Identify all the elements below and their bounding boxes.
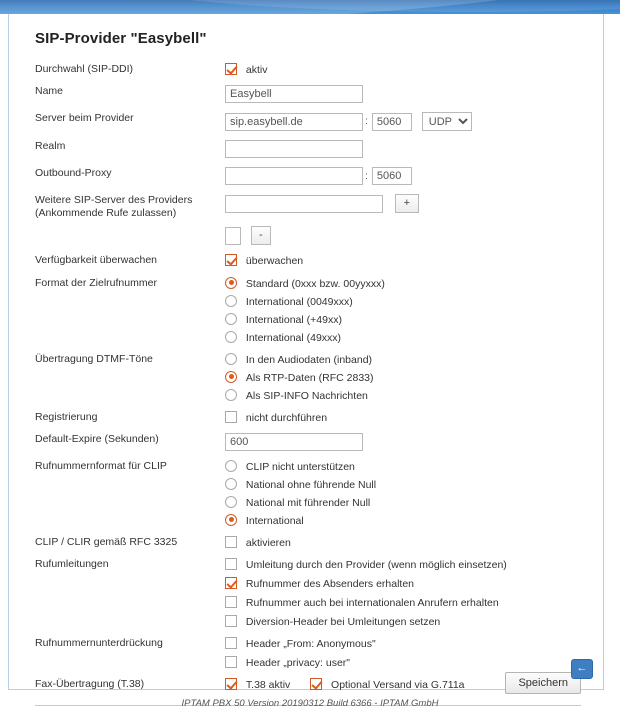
form-row-clip-clir	[35, 536, 581, 558]
radio-dtmf-0[interactable]	[225, 353, 237, 365]
form-row-clip-format	[35, 460, 581, 536]
radio-clip-format-1[interactable]	[225, 478, 237, 490]
label-fax: Fax-Übertragung (T.38)	[35, 677, 145, 690]
settings-card	[8, 14, 604, 690]
radio-target-format-1-label: International (0049xxx)	[245, 295, 353, 308]
radio-clip-format-2-row	[225, 496, 581, 514]
form-row-forwarding	[35, 558, 581, 637]
radio-target-format-1[interactable]	[225, 295, 237, 307]
checkbox-forwarding-3[interactable]	[225, 615, 237, 627]
page-title: SIP-Provider "Easybell"	[35, 30, 207, 47]
radio-dtmf-1-label: Als RTP-Daten (RFC 2833)	[245, 371, 374, 384]
radio-clip-format-0-label: CLIP nicht unterstützen	[245, 460, 355, 473]
radio-clip-format-0[interactable]	[225, 460, 237, 472]
radio-clip-format-1-label: National ohne führende Null	[245, 478, 377, 491]
radio-clip-format-3-label: International	[245, 514, 304, 527]
checkbox-forwarding-2-label: Rufnummer auch bei internationalen Anrufern erhalten	[245, 596, 499, 609]
radio-clip-format-3[interactable]	[225, 514, 237, 526]
outbound-proxy-port-input[interactable]	[372, 167, 412, 185]
checkbox-registration[interactable]	[225, 411, 237, 423]
back-button[interactable]	[571, 659, 593, 679]
label-suppression: Rufnummernunterdrückung	[35, 636, 163, 649]
label-clip-format: Rufnummernformat für CLIP	[35, 459, 167, 472]
radio-clip-format-0-row	[225, 460, 581, 478]
server-separator: :	[365, 115, 368, 128]
name-input[interactable]	[225, 85, 363, 103]
radio-target-format-2[interactable]	[225, 313, 237, 325]
label-dtmf: Übertragung DTMF-Töne	[35, 352, 153, 365]
form-row-default-expire	[35, 433, 581, 460]
checkbox-availability[interactable]	[225, 254, 237, 266]
form-row-outbound-proxy	[35, 167, 581, 194]
checkbox-fax-t38[interactable]	[225, 678, 237, 690]
form-row-name	[35, 85, 581, 112]
sip-provider-form	[35, 63, 581, 691]
radio-clip-format-1-row	[225, 478, 581, 496]
checkbox-fax-g711a-label: Optional Versand via G.711a	[331, 678, 465, 691]
label-ddi: Durchwahl (SIP-DDI)	[35, 63, 134, 75]
label-server: Server beim Provider	[35, 112, 134, 125]
radio-target-format-3[interactable]	[225, 331, 237, 343]
form-row-ddi	[35, 63, 581, 85]
more-servers-extra-input[interactable]	[225, 227, 241, 245]
form-row-registration	[35, 411, 581, 433]
radio-dtmf-1-row	[225, 371, 581, 389]
checkbox-suppression-0[interactable]	[225, 637, 237, 649]
label-forwarding: Rufumleitungen	[35, 557, 109, 570]
checkbox-forwarding-1[interactable]	[225, 577, 237, 589]
radio-target-format-2-label: International (+49xx)	[245, 313, 342, 326]
form-row-server	[35, 112, 581, 140]
checkbox-forwarding-0[interactable]	[225, 558, 237, 570]
checkbox-ddi-aktiv-label: aktiv	[245, 64, 268, 76]
checkbox-suppression-1-row	[225, 656, 581, 669]
form-row-fax	[35, 678, 581, 691]
checkbox-suppression-1[interactable]	[225, 656, 237, 668]
checkbox-suppression-0-label: Header „From: Anonymous"	[245, 637, 376, 650]
label-name: Name	[35, 85, 64, 98]
checkbox-forwarding-0-label: Umleitung durch den Provider (wenn möglich einsetzen)	[245, 558, 507, 571]
arrow-left-icon: ←	[576, 662, 588, 674]
radio-clip-format-2-label: National mit führender Null	[245, 496, 371, 509]
label-registration: Registrierung	[35, 410, 98, 423]
realm-input[interactable]	[225, 140, 363, 158]
radio-dtmf-0-label: In den Audiodaten (inband)	[245, 353, 373, 366]
form-row-availability	[35, 254, 581, 276]
remove-server-button[interactable]: -	[251, 226, 271, 245]
server-port-input[interactable]	[372, 113, 412, 131]
server-protocol-select[interactable]	[422, 112, 472, 131]
outbound-proxy-host-input[interactable]	[225, 167, 363, 185]
save-button[interactable]: Speichern	[505, 672, 581, 694]
checkbox-forwarding-1-label: Rufnummer des Absenders erhalten	[245, 577, 415, 590]
radio-target-format-0-row	[225, 277, 581, 295]
outbound-separator: :	[365, 169, 368, 182]
form-row-suppression	[35, 637, 581, 678]
more-servers-input[interactable]	[225, 195, 383, 213]
checkbox-forwarding-2-row	[225, 596, 581, 615]
checkbox-forwarding-2[interactable]	[225, 596, 237, 608]
radio-target-format-1-row	[225, 295, 581, 313]
checkbox-suppression-0-row	[225, 637, 581, 656]
footer-text: IPTAM PBX 50 Version 20190312 Build 6366 - IPTAM GmbH	[181, 698, 439, 709]
radio-dtmf-2-row	[225, 389, 581, 402]
radio-clip-format-3-row	[225, 514, 581, 527]
checkbox-fax-g711a[interactable]	[310, 678, 322, 690]
decorative-header-band	[0, 0, 620, 14]
radio-clip-format-2[interactable]	[225, 496, 237, 508]
label-more-servers	[35, 194, 225, 226]
radio-dtmf-0-row	[225, 353, 581, 371]
checkbox-availability-label: überwachen	[245, 255, 304, 268]
label-outbound-proxy: Outbound-Proxy	[35, 167, 112, 180]
radio-dtmf-2[interactable]	[225, 389, 237, 401]
label-target-format: Format der Zielrufnummer	[35, 276, 157, 289]
radio-dtmf-1[interactable]	[225, 371, 237, 383]
server-host-input[interactable]	[225, 113, 363, 131]
checkbox-clip-clir[interactable]	[225, 536, 237, 548]
checkbox-forwarding-0-row	[225, 558, 581, 577]
label-more-servers-line1: Weitere SIP-Server des Providers	[35, 194, 193, 207]
radio-target-format-3-row	[225, 331, 581, 344]
checkbox-fax-t38-label: T.38 aktiv	[245, 678, 291, 691]
label-more-servers-line2: (Ankommende Rufe zulassen)	[35, 207, 177, 220]
label-availability: Verfügbarkeit überwachen	[35, 254, 157, 267]
checkbox-suppression-1-label: Header „privacy: user"	[245, 656, 351, 669]
checkbox-forwarding-3-label: Diversion-Header bei Umleitungen setzen	[245, 615, 441, 628]
label-clip-clir: CLIP / CLIR gemäß RFC 3325	[35, 535, 178, 548]
checkbox-clip-clir-label: aktivieren	[245, 536, 291, 549]
radio-target-format-3-label: International (49xxx)	[245, 331, 342, 344]
label-default-expire: Default-Expire (Sekunden)	[35, 432, 159, 445]
form-row-more-servers	[35, 194, 581, 226]
checkbox-forwarding-1-row	[225, 577, 581, 596]
radio-target-format-0-label: Standard (0xxx bzw. 00yyxxx)	[245, 277, 385, 290]
default-expire-input[interactable]	[225, 433, 363, 451]
form-row-dtmf	[35, 353, 581, 411]
label-realm: Realm	[35, 140, 66, 153]
form-row-target-format	[35, 277, 581, 353]
radio-dtmf-2-label: Als SIP-INFO Nachrichten	[245, 389, 368, 402]
radio-target-format-2-row	[225, 313, 581, 331]
form-row-more-servers-extra	[35, 226, 581, 254]
checkbox-forwarding-3-row	[225, 615, 581, 628]
add-server-button[interactable]: +	[395, 194, 419, 213]
checkbox-ddi-aktiv[interactable]	[225, 63, 237, 75]
radio-target-format-0[interactable]	[225, 277, 237, 289]
checkbox-registration-label: nicht durchführen	[245, 411, 328, 424]
form-row-realm	[35, 140, 581, 167]
